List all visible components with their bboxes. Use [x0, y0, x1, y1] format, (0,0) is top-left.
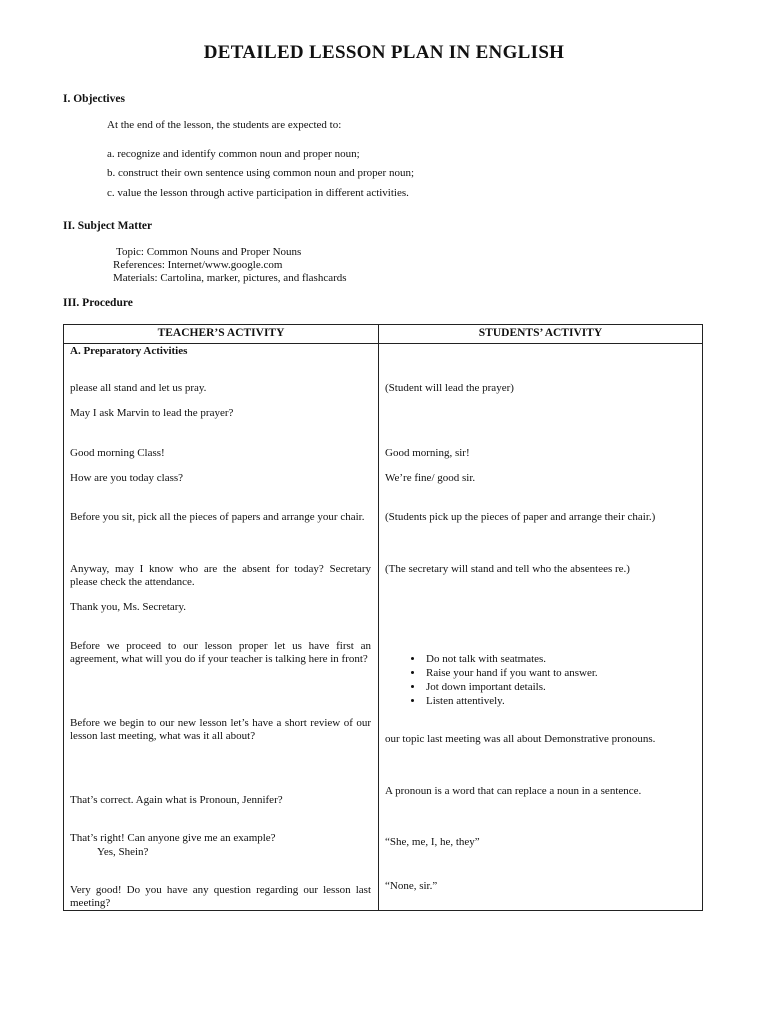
teacher-line: Before we proceed to our lesson proper let us have first an agreement, what will you do if your teacher is talking here in front?	[70, 640, 371, 665]
students-activity-header: STUDENTS’ ACTIVITY	[379, 325, 703, 344]
teacher-activity-column	[64, 344, 379, 911]
list-item: • Listen attentively.	[424, 694, 702, 708]
teacher-line: Anyway, may I know who are the absent for today? Secretary please check the attendance.	[70, 563, 371, 588]
objectives-intro: At the end of the lesson, the students are expected to:	[107, 119, 342, 131]
class-rules-list	[379, 652, 702, 708]
list-item: • Jot down important details.	[424, 680, 702, 694]
teacher-line: May I ask Marvin to lead the prayer?	[70, 407, 234, 419]
teacher-line: Yes, Shein?	[97, 846, 149, 858]
student-line: (The secretary will stand and tell who the absentees re.)	[385, 563, 630, 575]
objective-item: a. recognize and identify common noun and proper noun;	[107, 148, 360, 160]
preparatory-activities-label: A. Preparatory Activities	[70, 345, 188, 357]
student-line: our topic last meeting was all about Demonstrative pronouns.	[385, 733, 656, 745]
table-header-row	[64, 325, 703, 344]
teacher-line: Before you sit, pick all the pieces of papers and arrange your chair.	[70, 511, 365, 523]
table-row	[64, 344, 703, 911]
list-item: • Raise your hand if you want to answer.	[424, 666, 702, 680]
objective-item: c. value the lesson through active participation in different activities.	[107, 187, 409, 199]
students-activity-column	[379, 344, 703, 911]
teacher-line: That’s correct. Again what is Pronoun, Jennifer?	[70, 794, 283, 806]
objective-item: b. construct their own sentence using common noun and proper noun;	[107, 167, 415, 179]
student-line: A pronoun is a word that can replace a noun in a sentence.	[385, 785, 642, 797]
subject-matter-heading: II. Subject Matter	[63, 220, 153, 232]
procedure-heading: III. Procedure	[63, 297, 133, 309]
objectives-heading: I. Objectives	[63, 93, 125, 105]
teacher-line: Before we begin to our new lesson let’s have a short review of our lesson last meeting, what was it all about?	[70, 717, 371, 742]
student-line: “None, sir.”	[385, 880, 438, 892]
list-item: • Do not talk with seatmates.	[424, 652, 702, 666]
teacher-line: Good morning Class!	[70, 447, 165, 459]
teacher-line: Very good! Do you have any question regarding our lesson last meeting?	[70, 884, 371, 909]
procedure-table	[63, 324, 703, 911]
student-line: “She, me, I, he, they”	[385, 836, 480, 848]
document-title: DETAILED LESSON PLAN IN ENGLISH	[203, 42, 565, 63]
student-line: (Student will lead the prayer)	[385, 382, 514, 394]
references-line: References: Internet/www.google.com	[113, 259, 283, 271]
topic-line: Topic: Common Nouns and Proper Nouns	[116, 246, 302, 258]
materials-line: Materials: Cartolina, marker, pictures, and flashcards	[113, 272, 347, 284]
student-line: Good morning, sir!	[385, 447, 470, 459]
student-line: (Students pick up the pieces of paper and arrange their chair.)	[385, 511, 656, 523]
teacher-line: That’s right! Can anyone give me an example?	[70, 832, 276, 844]
teacher-line: How are you today class?	[70, 472, 184, 484]
teacher-line: please all stand and let us pray.	[70, 382, 207, 394]
teacher-line: Thank you, Ms. Secretary.	[70, 601, 186, 613]
teacher-activity-header: TEACHER’S ACTIVITY	[64, 325, 379, 344]
student-line: We’re fine/ good sir.	[385, 472, 476, 484]
